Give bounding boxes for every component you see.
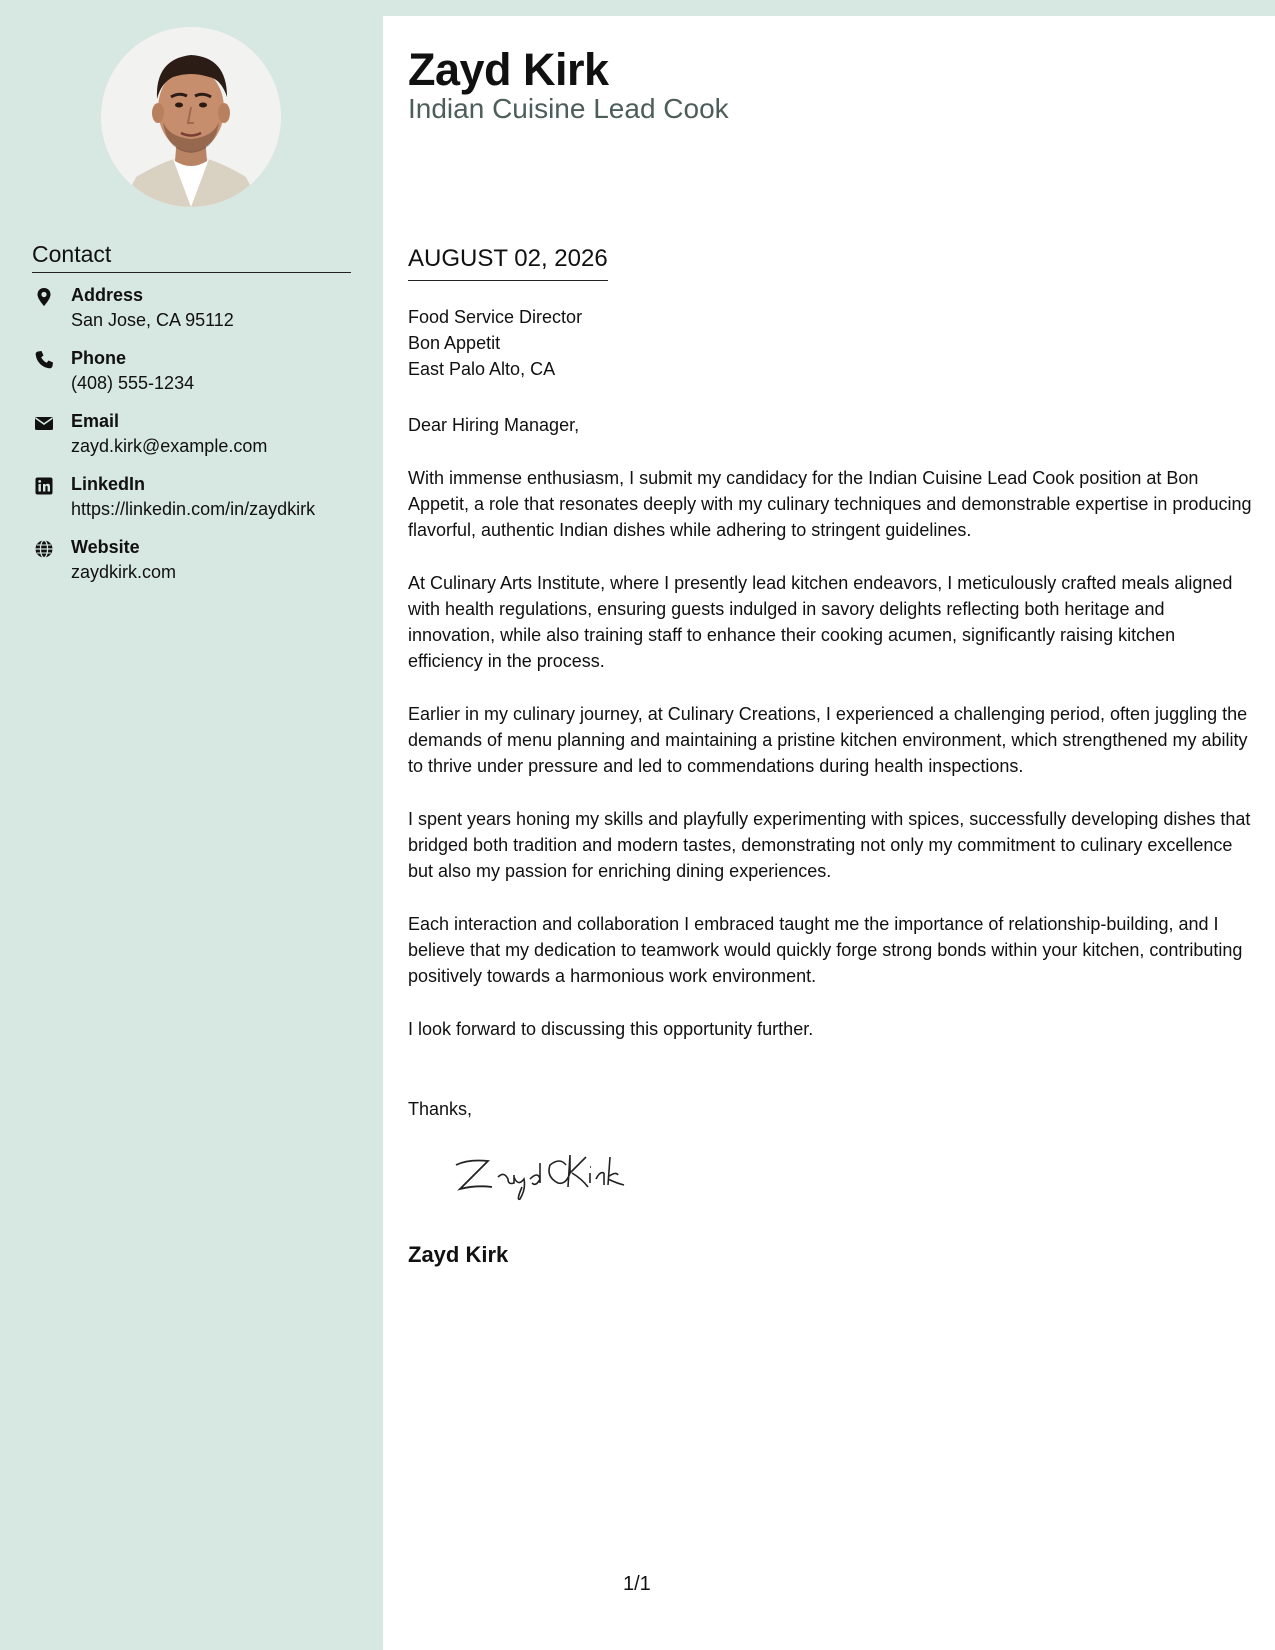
contact-label: Address — [71, 285, 144, 305]
contact-list — [32, 284, 372, 599]
letter-body — [408, 412, 1253, 1069]
body-paragraph: I spent years honing my skills and playfully experimenting with spices, successfully developing dishes that bridged both tradition and modern tastes, demonstrating not only my commitment to culinary excellence but also my passion for enriching dining experiences. — [408, 809, 1251, 881]
envelope-icon — [34, 413, 54, 433]
closing: Thanks, — [408, 1099, 473, 1119]
contact-item-linkedin — [32, 473, 372, 536]
recipient-block — [408, 304, 582, 382]
sidebar — [0, 0, 383, 1650]
recipient-line: Bon Appetit — [408, 333, 501, 353]
linkedin-icon — [34, 476, 54, 496]
contact-item-email — [32, 410, 372, 473]
contact-heading: Contact — [32, 240, 351, 273]
signed-name: Zayd Kirk — [408, 1242, 509, 1267]
contact-item-website — [32, 536, 372, 599]
contact-value: San Jose, CA 95112 — [71, 310, 234, 330]
body-paragraph: With immense enthusiasm, I submit my candidacy for the Indian Cuisine Lead Cook position at Bon Appetit, a role that resonates deeply with my culinary techniques and demonstrable expertise in producing flavorful, authentic Indian dishes while adhering to stringent guidelines. — [408, 468, 1252, 540]
top-band — [383, 0, 1275, 16]
recipient-line: East Palo Alto, CA — [408, 359, 556, 379]
page-number: 1/1 — [623, 1573, 651, 1595]
contact-item-phone — [32, 347, 372, 410]
contact-value: zayd.kirk@example.com — [71, 436, 268, 456]
job-title: Indian Cuisine Lead Cook — [408, 93, 729, 124]
contact-label: LinkedIn — [71, 474, 146, 494]
contact-label: Email — [71, 411, 120, 431]
body-paragraph: Each interaction and collaboration I embraced taught me the importance of relationship-building, and I believe that my dedication to teamwork would quickly forge strong bonds within your kitchen, contributing positively towards a harmonious work environment. — [408, 914, 1243, 986]
body-paragraph: I look forward to discussing this opportunity further. — [408, 1019, 814, 1039]
contact-value: zaydkirk.com — [71, 562, 177, 582]
letter-main — [383, 16, 1275, 1650]
applicant-name: Zayd Kirk — [408, 44, 609, 95]
contact-value: (408) 555-1234 — [71, 373, 195, 393]
phone-icon — [34, 350, 54, 370]
greeting: Dear Hiring Manager, — [408, 415, 580, 435]
contact-item-address — [32, 284, 372, 347]
body-paragraph: At Culinary Arts Institute, where I presently lead kitchen endeavors, I meticulously crafted meals aligned with health regulations, ensuring guests indulged in savory delights reflecting both heritage and innovation, while also training staff to enhance their cooking acumen, significantly raising kitchen efficiency in the process. — [408, 573, 1233, 671]
contact-label: Phone — [71, 348, 127, 368]
contact-label: Website — [71, 537, 140, 557]
body-paragraph: Earlier in my culinary journey, at Culinary Creations, I experienced a challenging period, often juggling the demands of menu planning and maintaining a pristine kitchen environment, which strengthened my ability to thrive under pressure and led to commendations during health inspections. — [408, 704, 1248, 776]
recipient-line: Food Service Director — [408, 307, 583, 327]
letter-date: AUGUST 02, 2026 — [408, 244, 608, 281]
handwritten-signature — [448, 1143, 648, 1203]
map-pin-icon — [34, 287, 54, 307]
profile-photo — [101, 27, 281, 207]
contact-value: https://linkedin.com/in/zaydkirk — [71, 499, 316, 519]
globe-icon — [34, 539, 54, 559]
